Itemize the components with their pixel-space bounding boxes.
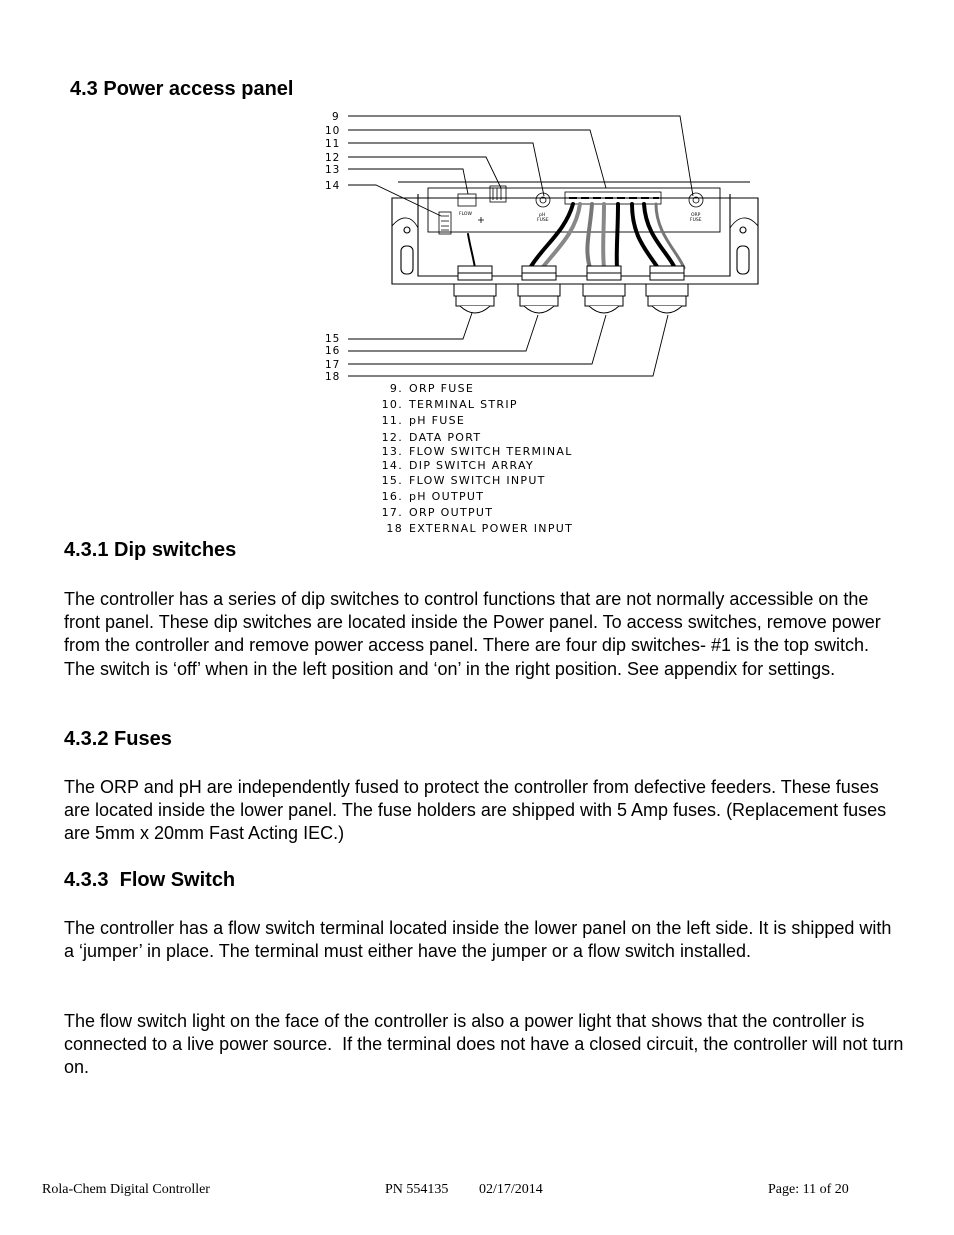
footer-page-number: Page: 11 of 20: [768, 1182, 849, 1197]
footer-product: Rola-Chem Digital Controller: [42, 1182, 210, 1197]
flow-switch-heading: 4.3.3 Flow Switch: [64, 869, 236, 891]
board-label-orp-fuse: FUSE: [690, 218, 702, 223]
flow-switch-text-2: The flow switch light on the face of the controller is also a power light that shows that the controller is connected to a live power source. If the terminal does not have a closed circuit, the controller will not turn on.: [64, 1011, 909, 1078]
board-label-orp: ORP: [691, 213, 701, 218]
legend-item: 9. ORP FUSE: [389, 382, 475, 395]
callout-10: 10: [325, 125, 341, 137]
board-label-ph-fuse: FUSE: [537, 218, 549, 223]
section-title: 4.3 Power access panel: [70, 78, 294, 100]
callout-13: 13: [325, 164, 341, 176]
callout-15: 15: [325, 333, 341, 345]
callout-16: 16: [325, 345, 341, 357]
legend-item: 15. FLOW SWITCH INPUT: [381, 474, 546, 487]
callout-18: 18: [325, 371, 341, 383]
wires: [468, 204, 684, 268]
callout-14: 14: [325, 180, 341, 192]
footer-date: 02/17/2014: [479, 1182, 543, 1197]
legend-item: 18 EXTERNAL POWER INPUT: [386, 522, 574, 535]
legend-item: 12. DATA PORT: [381, 431, 482, 444]
legend-item: 13. FLOW SWITCH TERMINAL: [381, 445, 573, 458]
dip-switches-heading: 4.3.1 Dip switches: [64, 539, 237, 561]
callout-17: 17: [325, 359, 341, 371]
cable-glands: [454, 266, 688, 313]
board-label-flow: FLOW: [459, 212, 472, 217]
dip-switches-text: The controller has a series of dip switches to control functions that are not normally accessible on the front panel. These dip switches are located inside the Power panel. To access switches, remove power from the controller and remove power access panel. There are four dip switches- #1 is the top switch. The switch is ‘off’ when in the left position and ‘on’ in the right position. See appendix for settings.: [64, 589, 881, 679]
power-panel-diagram: [318, 108, 788, 388]
legend-item: 16. pH OUTPUT: [381, 490, 485, 503]
fuses-heading: 4.3.2 Fuses: [64, 728, 172, 750]
legend-item: 17. ORP OUTPUT: [381, 506, 494, 519]
footer-part-number: PN 554135: [385, 1182, 449, 1197]
callout-12: 12: [325, 152, 341, 164]
fuses-text: The ORP and pH are independently fused to protect the controller from defective feeders. These fuses are located inside the lower panel. The fuse holders are shipped with 5 Amp fuses. (Replacement fuses are 5mm x 20mm Fast Acting IEC.): [64, 777, 887, 844]
board-label-ph: pH: [539, 213, 546, 218]
callout-11: 11: [325, 138, 341, 150]
legend-item: 10. TERMINAL STRIP: [381, 398, 518, 411]
legend-item: 11. pH FUSE: [381, 414, 466, 427]
callout-9: 9: [332, 111, 340, 123]
legend-item: 14. DIP SWITCH ARRAY: [381, 459, 535, 472]
flow-switch-text-1: The controller has a flow switch terminal located inside the lower panel on the left side. It is shipped with a ‘jumper’ in place. The terminal must either have the jumper or a flow switch installed.: [64, 918, 892, 962]
